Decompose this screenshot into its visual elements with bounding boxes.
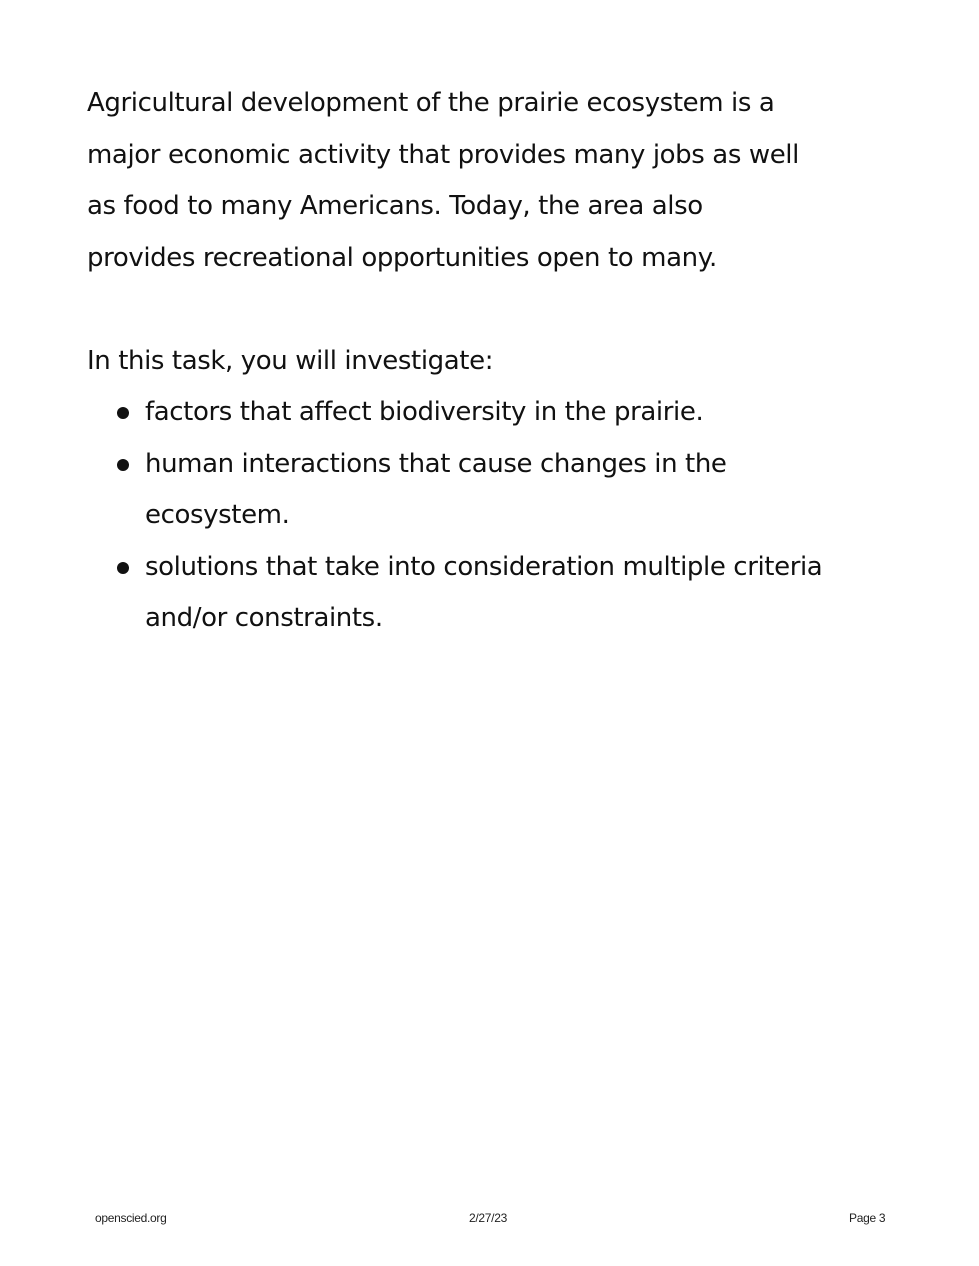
footer-website: openscied.org (95, 1211, 167, 1225)
list-item-line: factors that affect biodiversity in the prairie. (145, 397, 704, 427)
list-item-line: and/or constraints. (145, 603, 383, 633)
list-item (87, 542, 907, 645)
list-item-line: human interactions that cause changes in the (145, 448, 727, 479)
bullet-icon (117, 459, 129, 471)
paragraph-line: as food to many Americans. Today, the area also (87, 191, 703, 221)
task-intro: In this task, you will investigate: (87, 345, 494, 376)
paragraph-line: major economic activity that provides many jobs as well (87, 139, 799, 170)
list-item-line: solutions that take into consideration multiple criteria (145, 551, 823, 582)
bullet-icon (117, 407, 129, 419)
investigation-list (87, 387, 907, 645)
intro-paragraph (87, 78, 907, 284)
paragraph-line: provides recreational opportunities open to many. (87, 242, 717, 273)
paragraph-spacer (87, 284, 907, 336)
footer-date: 2/27/23 (469, 1211, 507, 1225)
list-item (87, 387, 907, 439)
footer-page-number: Page 3 (849, 1211, 886, 1225)
list-item-line: ecosystem. (145, 500, 290, 530)
list-item (87, 439, 907, 542)
paragraph-line: Agricultural development of the prairie ecosystem is a (87, 88, 775, 118)
document-body (87, 78, 907, 645)
bullet-icon (117, 562, 129, 574)
